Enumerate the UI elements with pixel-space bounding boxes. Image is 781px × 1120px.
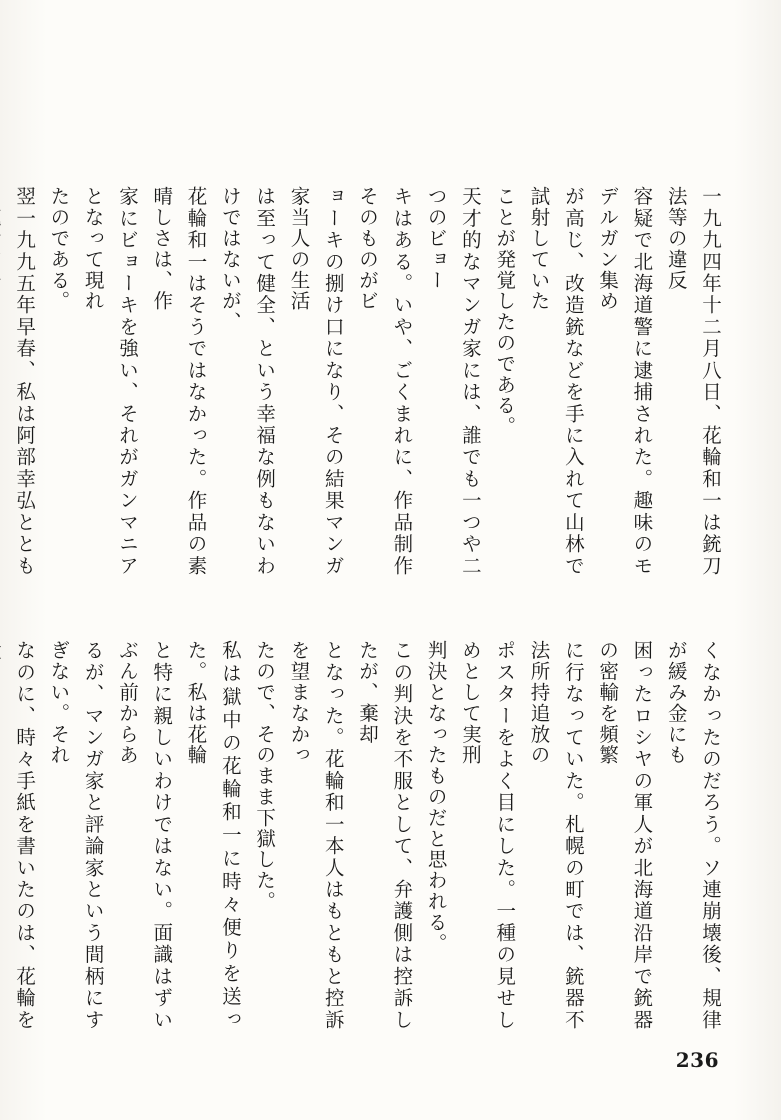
text-block-top — [13, 186, 727, 576]
text-line: 一九九四年十二月八日、花輪和一は銃刀法等の違反 — [664, 186, 722, 576]
text-line: ョーキの捌け口になり、その結果マンガ家当人の生活 — [287, 186, 345, 576]
text-line: が高じ、改造銃などを手に入れて山林で試射していた — [527, 186, 585, 576]
text-line: キはある。いや、ごくまれに、作品制作そのものがビ — [356, 186, 414, 576]
text-line: 翌一九九五年早春、私は阿部幸弘ととも — [13, 186, 37, 576]
text-block-bottom — [13, 640, 727, 1030]
text-line: 容疑で北海道警に逮捕された。趣味のモデルガン集め — [596, 186, 654, 576]
text-line: 家にビョーキを強い、それがガンマニアとなって現れ — [81, 186, 139, 576]
text-line: となった。花輪和一本人はもともと控訴を望まなかっ — [287, 640, 345, 1030]
text-line: に行なっていた。札幌の町では、銃器不法所持追放の — [527, 640, 585, 1030]
text-line: 判決となったものだと思われる。 — [424, 640, 448, 954]
text-line: くなかったのだろう。ソ連崩壊後、規律が緩み金にも — [664, 640, 722, 1030]
text-line: 困ったロシヤの軍人が北海道沿岸で銃器の密輸を頻繁 — [596, 640, 654, 1030]
text-line: と特に親しいわけではない。面識はずいぶん前からあ — [115, 640, 174, 1030]
page-number: 236 — [675, 1048, 719, 1072]
text-line: るが、マンガ家と評論家という間柄にすぎない。それ — [47, 640, 105, 1030]
text-line: ことが発覚したのである。 — [493, 186, 517, 437]
text-line: この判決を不服として、弁護側は控訴したが、棄却 — [356, 640, 414, 1030]
text-line: 花輪和一はそうではなかった。作品の素晴しさは、作 — [150, 186, 208, 576]
text-line: 天才的なマンガ家には、誰でも一つや二つのビョー — [424, 186, 482, 576]
text-line: ポスターをよく目にした。一種の見せしめとして実刑 — [458, 640, 517, 1030]
text-line: なのに、時々手紙を書いたのは、花輪を — [13, 640, 37, 1030]
text-line: たので、そのまま下獄した。 — [253, 640, 277, 912]
text-line: たのである。 — [47, 186, 71, 312]
text-line: 私は獄中の花輪和一に時々便りを送った。私は花輪 — [184, 640, 242, 1030]
text-line: は至って健全、という幸福な例もないわけではないが、 — [218, 186, 277, 576]
